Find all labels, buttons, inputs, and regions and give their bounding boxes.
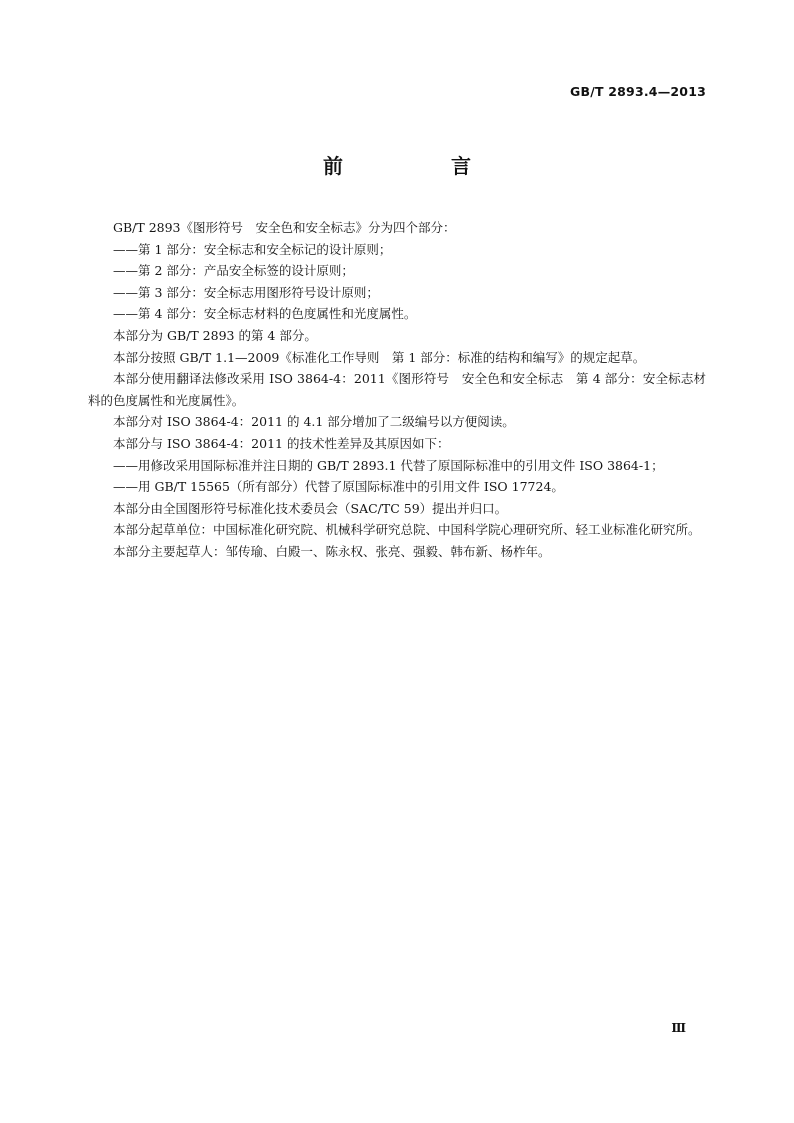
paragraph: 本部分由全国图形符号标准化技术委员会（SAC/TC 59）提出并归口。 (113, 500, 508, 516)
list-item: ——用修改采用国际标准并注日期的 GB/T 2893.1 代替了原国际标准中的引用文件 ISO 3864-1； (113, 457, 664, 473)
paragraph: 本部分与 ISO 3864-4：2011 的技术性差异及其原因如下： (113, 435, 450, 451)
paragraph: GB/T 2893《图形符号 安全色和安全标志》分为四个部分： (113, 220, 456, 235)
standard-code: GB/T 2893.4—2013 (570, 84, 706, 99)
list-item: ——第 1 部分：安全标志和安全标记的设计原则； (113, 241, 392, 257)
page-title: 前 言 (323, 154, 515, 178)
paragraph: 本部分为 GB/T 2893 的第 4 部分。 (113, 327, 317, 343)
paragraph: 本部分主要起草人：邹传瑜、白殿一、陈永权、张亮、强毅、韩布新、杨柞年。 (113, 543, 551, 559)
paragraph: 本部分对 ISO 3864-4：2011 的 4.1 部分增加了二级编号以方便阅读。 (113, 414, 515, 430)
foreword-body (88, 217, 706, 563)
list-item: ——用 GB/T 15565（所有部分）代替了原国际标准中的引用文件 ISO 17724。 (113, 479, 564, 495)
paragraph: 本部分按照 GB/T 1.1—2009《标准化工作导则 第 1 部分：标准的结构和编写》的规定起草。 (113, 349, 646, 365)
list-item: ——第 3 部分：安全标志用图形符号设计原则； (113, 284, 379, 300)
page-number: Ⅲ (671, 1021, 686, 1035)
paragraph: 本部分使用翻译法修改采用 ISO 3864-4：2011《图形符号 安全色和安全标志 第 4 部分：安全标志材料的色度属性和光度属性》。 (88, 371, 706, 408)
list-item: ——第 4 部分：安全标志材料的色度属性和光度属性。 (113, 306, 417, 322)
list-item: ——第 2 部分：产品安全标签的设计原则； (113, 263, 354, 279)
paragraph: 本部分起草单位：中国标准化研究院、机械科学研究总院、中国科学院心理研究所、轻工业标准化研究所。 (113, 522, 701, 538)
